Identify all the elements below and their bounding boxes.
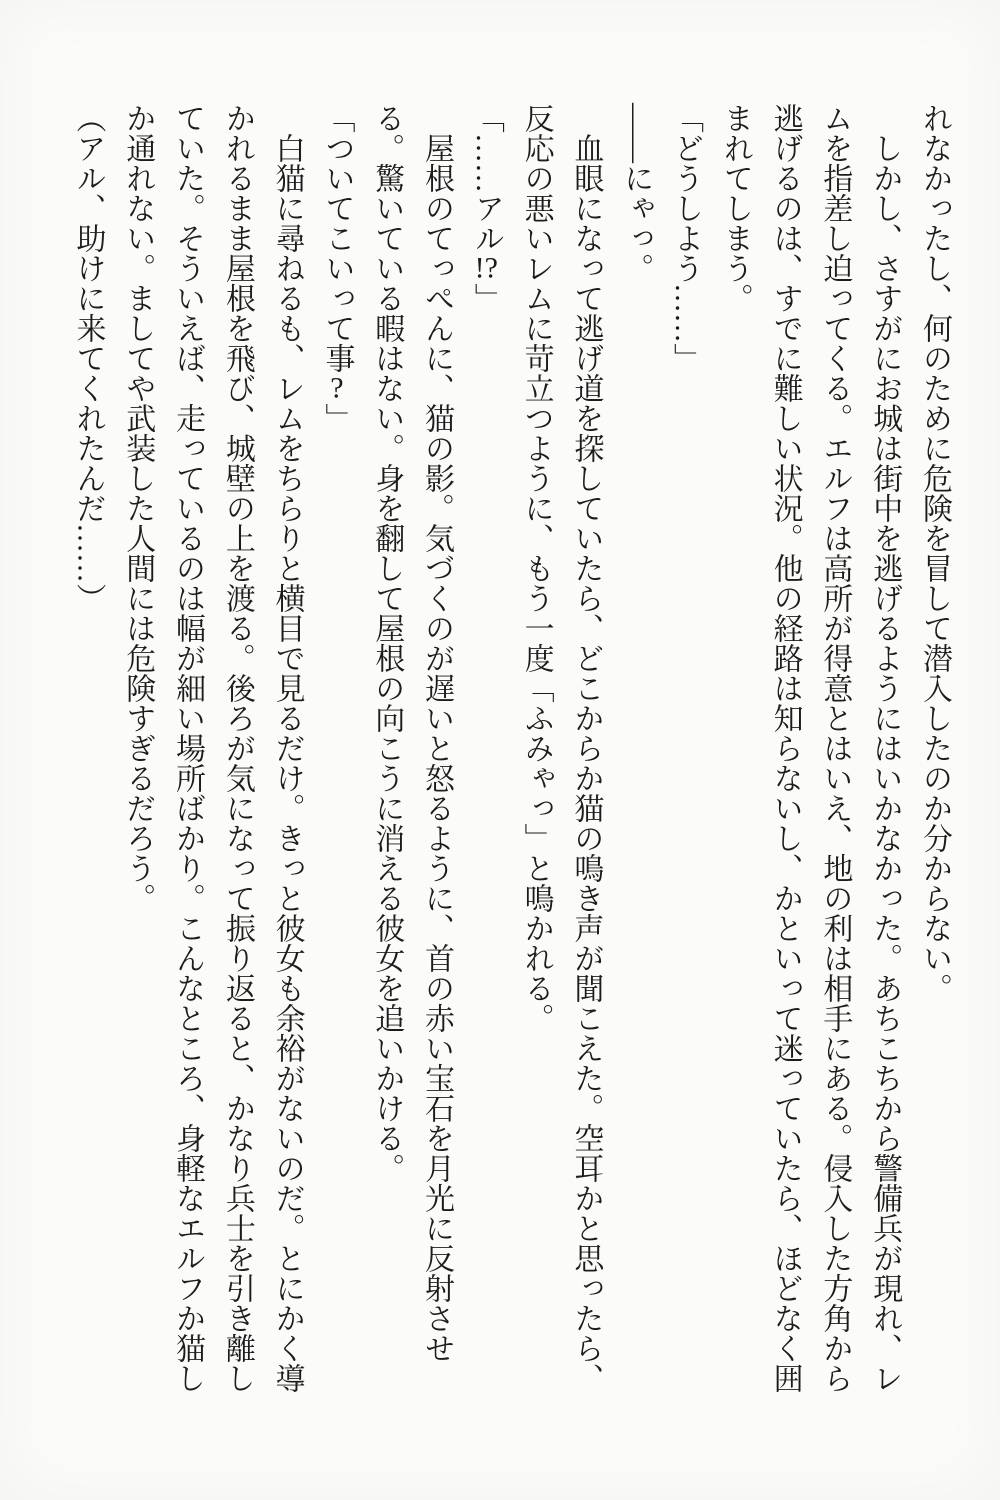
paragraph-dialogue: [660, 103, 710, 1393]
tatechuyoko-text: !?: [474, 253, 498, 283]
tatechuyoko-text: ?: [330, 373, 344, 403]
text-run: 」: [320, 403, 354, 433]
text-run: 屋根のてっぺんに、猫の影。気づくのが遅いと怒るように、首の赤い宝石を月光に反射させる。驚いている暇はない。身を翻して屋根の向こうに消える彼女を追いかける。: [370, 103, 454, 1363]
text-run: （アル、助けに来てくれたんだ……）: [71, 103, 105, 613]
text-run: 血眼になって逃げ道を探していたら、どこからか猫の鳴き声が聞こえた。空耳かと思ったら、反応の悪いレムに苛立つように、もう一度「ふみゃっ」と鳴かれる。: [519, 103, 603, 1393]
paragraph-dialogue: [610, 103, 660, 1393]
paragraph-narrative: [361, 103, 461, 1393]
paragraph-thought: [63, 103, 113, 1393]
paragraph-narrative: [710, 103, 909, 1393]
paragraph-narrative: [511, 103, 611, 1393]
text-run: れなかったし、何のために危険を冒して潜入したのか分からない。: [918, 103, 951, 1003]
text-run: 白猫に尋ねるも、レムをちらりと横目で見るだけ。きっと彼女も余裕がないのだ。とにかく導かれるまま屋根を飛び、城壁の上を渡る。後ろが気になって振り返ると、かなり兵士を引き離していた。そういえば、走っているのは幅が細い場所ばかり。こんなところ、身軽なエルフか猫しか通れない。ましてや武装した人間には危険すぎるだろう。: [121, 103, 304, 1393]
novel-text-block: [63, 103, 959, 1393]
text-run: しかし、さすがにお城は街中を逃げるようにはいかなかった。あちこちから警備兵が現れ、レムを指差し迫ってくる。エルフは高所が得意とはいえ、地の利は相手にある。侵入した方角から逃げるのは、すでに難しい状況。他の経路は知らないし、かといって迷っていたら、ほどなく囲まれてしまう。: [718, 103, 902, 1393]
text-run: 」: [469, 283, 503, 313]
text-run: 「……アル: [469, 103, 503, 253]
text-run: ――にゃっ。: [619, 103, 653, 283]
paragraph-narrative: [112, 103, 311, 1393]
paragraph-dialogue: [312, 103, 362, 1393]
text-run: 「どうしよう……」: [669, 103, 703, 373]
paragraph-dialogue: [461, 103, 511, 1393]
text-run: 「ついてこいって事: [320, 103, 354, 373]
paragraph-continuation: [909, 103, 959, 1393]
